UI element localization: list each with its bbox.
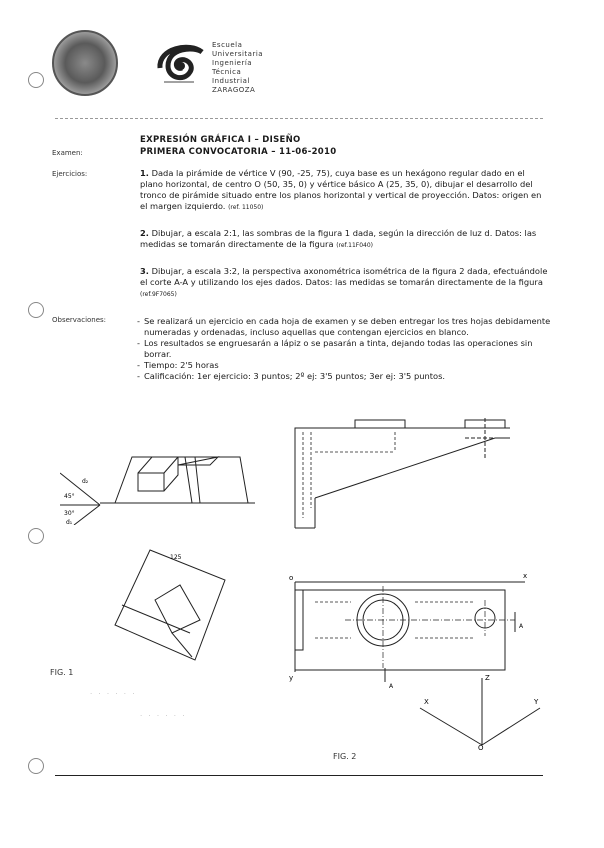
figure-1-plan [110, 545, 230, 665]
y-axis-label: Y [534, 698, 539, 706]
fig1-label: FIG. 1 [50, 668, 74, 677]
o-axis-label: O [478, 744, 484, 750]
angle-30-label: 30° [64, 510, 75, 517]
exercise-number: 1. [140, 168, 149, 178]
binder-hole [28, 302, 44, 318]
exercise-text: Dibujar, a escala 3:2, la perspectiva axonométrica isométrica de la figura 2 dada, efectuándole el corte A-A y utilizando los ejes dados. Datos: las medidas se tomarán directamente de la figura [140, 266, 548, 287]
school-line: ZARAGOZA [212, 86, 256, 94]
observation-item: - Se realizará un ejercicio en cada hoja de examen y se deben entregar los tres hojas debidamente numeradas y ordenadas, incluso aquellas que contengan ejercicios en blanco. [137, 316, 552, 338]
angle-45-label: 45° [64, 493, 75, 500]
exam-title-1: EXPRESIÓN GRÁFICA I – DISEÑO [140, 135, 301, 145]
school-line: Universitaria [212, 50, 264, 58]
exercise-ref: (ref.9F7065) [140, 291, 177, 298]
fig2-label: FIG. 2 [333, 752, 357, 761]
exercise-number: 3. [140, 266, 149, 276]
x-label: x [523, 572, 528, 580]
dimension-label: 125 [170, 554, 182, 561]
exam-label: Examen: [52, 149, 83, 157]
d1-label: d₁ [66, 519, 73, 525]
school-logo [150, 38, 208, 94]
bottom-rule [55, 775, 543, 776]
x-axis-label: X [424, 698, 429, 706]
faded-scan-mark: · · · · · · [140, 712, 187, 720]
university-seal [52, 30, 118, 96]
school-line: Escuela [212, 41, 243, 49]
exercise-ref: (ref. 11050) [228, 204, 264, 211]
observation-item: - Los resultados se engruesarán a lápiz o se pasarán a tinta, dejando todas las operaciones sin borrar. [137, 338, 552, 360]
binder-hole [28, 758, 44, 774]
figure-1-drawing [60, 425, 260, 525]
observation-item: - Tiempo: 2'5 horas [137, 360, 552, 371]
exercise-text: Dibujar, a escala 2:1, las sombras de la figura 1 dada, según la dirección de luz d. Datos: las medidas se tomarán directamente de la figura [140, 228, 537, 249]
school-line: Técnica [212, 68, 242, 76]
observations-label: Observaciones: [52, 316, 107, 324]
exercises-label: Ejercicios: [52, 170, 88, 178]
exercise-text: Dada la pirámide de vértice V (90, -25, 75), cuya base es un hexágono regular dado en el plano horizontal, de centro O (50, 35, 0) y vértice básico A (25, 35, 0), dibujar el desarrollo del tronco de pirámide situado entre los planos horizontal y vertical de proyección. Datos: origen en el margen izquierdo. [140, 168, 542, 211]
isometric-axes [410, 670, 550, 750]
observation-item: - Calificación: 1er ejercicio: 3 puntos; 2º ej: 3'5 puntos; 3er ej: 3'5 puntos. [137, 371, 552, 382]
y-label: y [289, 674, 294, 682]
z-axis-label: Z [485, 674, 490, 682]
school-line: Ingeniería [212, 59, 253, 67]
d2-label: d₂ [82, 478, 89, 485]
school-line: Industrial [212, 77, 250, 85]
exercise-number: 2. [140, 228, 149, 238]
section-a-bottom: A [389, 683, 394, 690]
header-divider [55, 118, 543, 119]
faded-scan-mark: · · · · · · [90, 690, 137, 698]
binder-hole [28, 72, 44, 88]
figure-2-elevation [285, 418, 525, 538]
observations-list [137, 316, 552, 382]
binder-hole [28, 528, 44, 544]
school-name [212, 41, 263, 95]
exercise-3 [140, 266, 550, 300]
exercise-2 [140, 228, 550, 251]
exam-title-2: PRIMERA CONVOCATORIA – 11-06-2010 [140, 147, 337, 157]
origin-label: o [289, 574, 294, 582]
exercise-1 [140, 168, 550, 213]
exercise-ref: (ref.11F040) [336, 242, 374, 249]
section-a-right: A [519, 623, 524, 630]
